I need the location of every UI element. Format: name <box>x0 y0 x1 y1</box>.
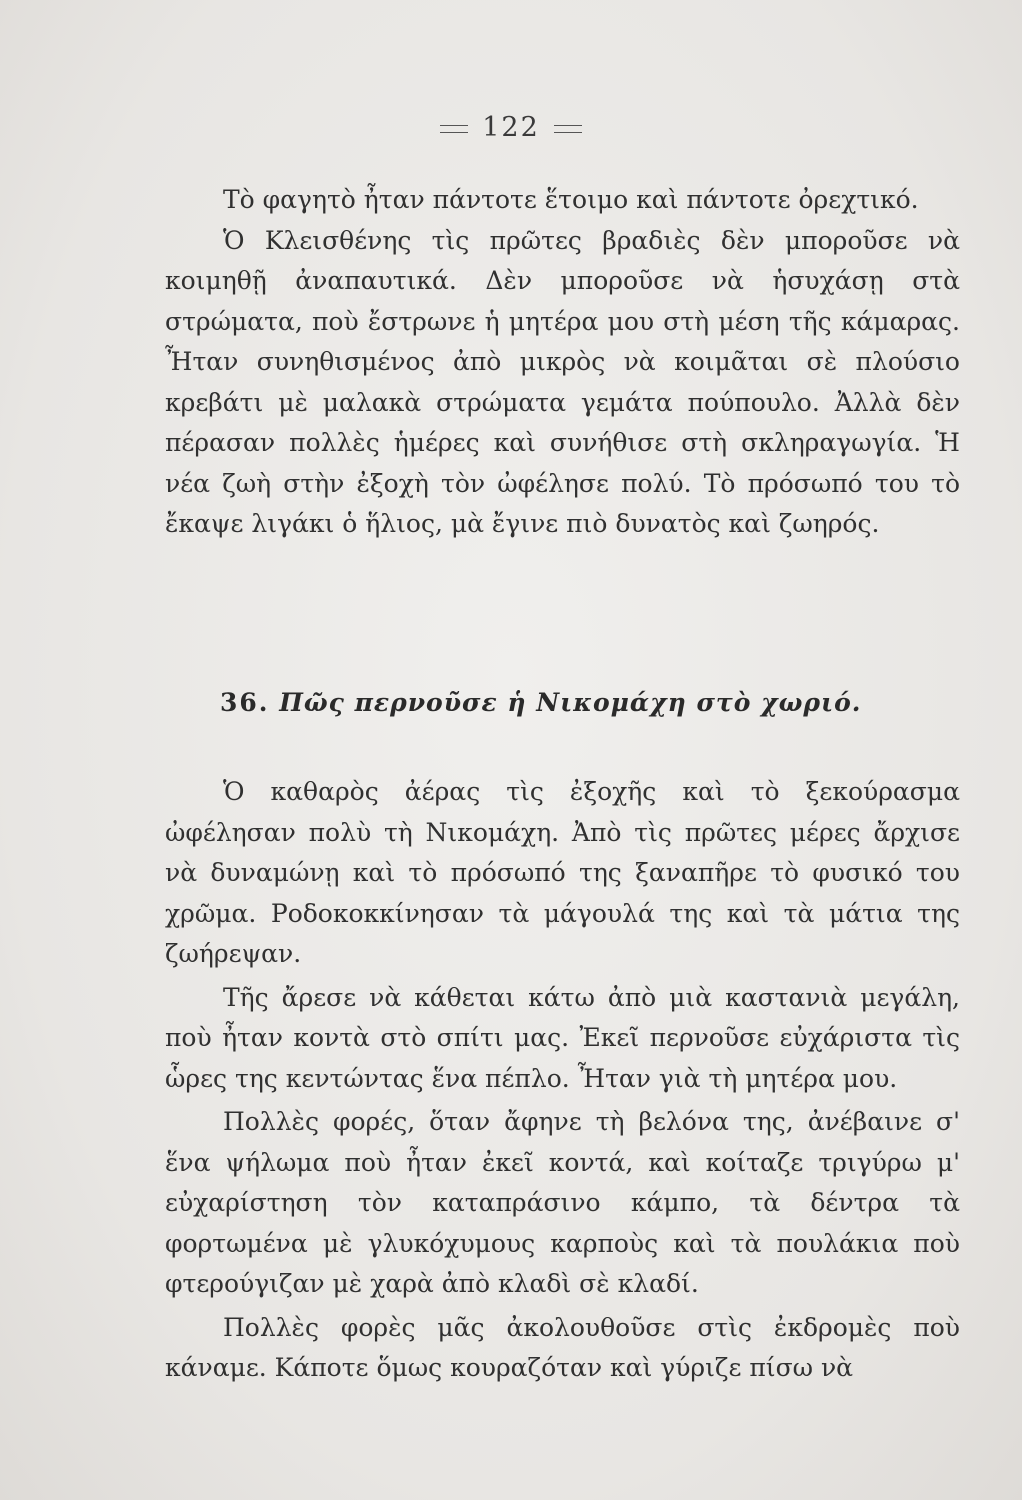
paragraph: Πολλὲς φορές, ὅταν ἄφηνε τὴ βελόνα της, ἀνέβαινε σ' ἕνα ψήλωμα ποὺ ἦταν ἐκεῖ κοντά, καὶ κοίταζε τριγύρω μ' εὐχαρίστηση τὸν καταπράσινο κάμπο, τὰ δέντρα τὰ φορτωμένα μὲ γλυκόχυμους καρποὺς καὶ τὰ πουλάκια ποὺ φτερούγιζαν μὲ χαρὰ ἀπὸ κλαδὶ σὲ κλαδί. <box>165 1107 960 1298</box>
paragraph: Ὁ καθαρὸς ἀέρας τὶς ἐξοχῆς καὶ τὸ ξεκούρασμα ὠφέλησαν πολὺ τὴ Νικομάχη. Ἀπὸ τὶς πρῶτες μέρες ἄρχισε νὰ δυναμώνῃ καὶ τὸ πρόσωπό της ξαναπῆρε τὸ φυσικό του χρῶμα. Ροδοκοκκίνησαν τὰ μάγουλά της καὶ τὰ μάτια της ζωήρεψαν. <box>165 777 960 968</box>
section-heading <box>220 688 960 717</box>
text-block-top <box>165 180 960 545</box>
text-block-bottom <box>165 772 960 1389</box>
paragraph: Πολλὲς φορὲς μᾶς ἀκολουθοῦσε στὶς ἐκδρομὲς ποὺ κάναμε. Κάποτε ὅμως κουραζόταν καὶ γύριζε πίσω νὰ <box>165 1312 960 1382</box>
page-number-header <box>0 112 1022 143</box>
section-title: Πῶς περνοῦσε ἡ Νικομάχη στὸ χωριό. <box>279 688 862 717</box>
paragraph: Τὸ φαγητὸ ἦταν πάντοτε ἕτοιμο καὶ πάντοτε ὀρεχτικό. <box>223 185 919 214</box>
paragraph: Τῆς ἄρεσε νὰ κάθεται κάτω ἀπὸ μιὰ καστανιὰ μεγάλη, ποὺ ἦταν κοντὰ στὸ σπίτι μας. Ἐκεῖ περνοῦσε εὐχάριστα τὶς ὧρες της κεντώντας ἕνα πέπλο. Ἦταν γιὰ τὴ μητέρα μου. <box>165 982 960 1093</box>
section-number: 36. <box>220 688 270 717</box>
page-number: 122 <box>482 112 540 143</box>
header-rule-left <box>440 125 468 133</box>
header-rule-right <box>554 125 582 133</box>
paragraph: Ὁ Κλεισθένης τὶς πρῶτες βραδιὲς δὲν μποροῦσε νὰ κοιμηθῇ ἀναπαυτικά. Δὲν μποροῦσε νὰ ἡσυχάσῃ στὰ στρώματα, ποὺ ἔστρωνε ἡ μητέρα μου στὴ μέση τῆς κάμαρας. Ἦταν συνηθισμένος ἀπὸ μικρὸς νὰ κοιμᾶται σὲ πλούσιο κρεβάτι μὲ μαλακὰ στρώματα γεμάτα πούπουλο. Ἀλλὰ δὲν πέρασαν πολλὲς ἡμέρες καὶ συνήθισε στὴ σκληραγωγία. Ἡ νέα ζωὴ στὴν ἐξοχὴ τὸν ὠφέλησε πολύ. Τὸ πρόσωπό του τὸ ἔκαψε λιγάκι ὁ ἥλιος, μὰ ἔγινε πιὸ δυνατὸς καὶ ζωηρός. <box>165 225 960 538</box>
